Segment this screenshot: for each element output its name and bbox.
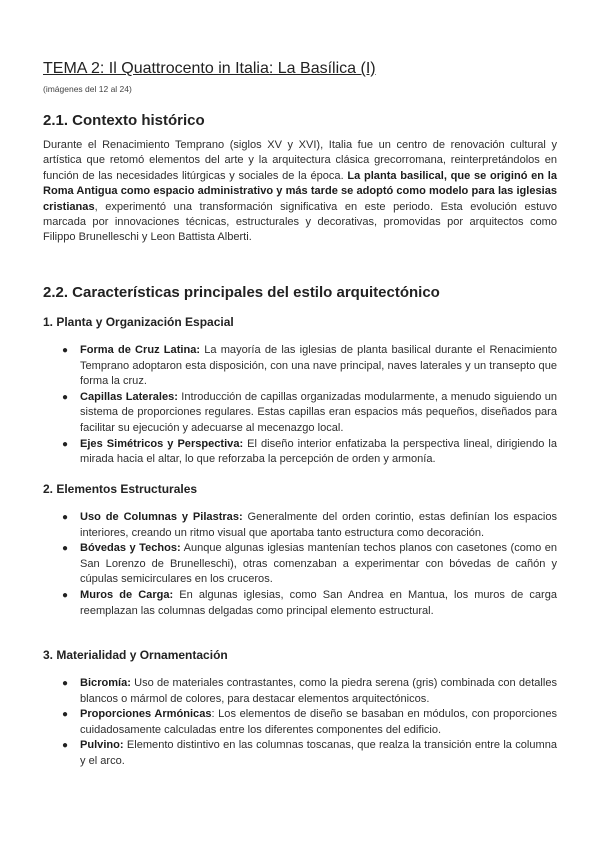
section-heading-context: 2.1. Contexto histórico [43, 112, 205, 129]
list-item-term: Proporciones Armónicas [80, 708, 212, 721]
list-item [62, 390, 557, 437]
planta-list [62, 343, 557, 468]
subsection-heading-estructurales: 2. Elementos Estructurales [43, 482, 198, 496]
list-item-text: En algunas iglesias, como San Andrea en Mantua, los muros de carga reemplazan las columnas delgadas como principal elemento estructural. [80, 588, 557, 617]
bullet-icon: ● [62, 740, 69, 752]
list-item-text: Introducción de capillas organizadas modularmente, a menudo siguiendo un sistema de proporciones regulares. Estas capillas eran espacios más pequeños, diseñados para facilitar su ejecución y adecuarse al mecenazgo local. [80, 390, 557, 434]
list-item [62, 738, 557, 769]
bullet-icon: ● [62, 345, 69, 356]
list-item-term: Capillas Laterales: [80, 390, 178, 403]
context-text-bold: La planta basilical, que se originó en la Roma Antigua como espacio administrativo y más tarde se adoptó como modelo para las iglesias cristianas [43, 169, 557, 213]
list-item-term: Forma de Cruz Latina: [80, 344, 201, 356]
document-title: TEMA 2: Il Quattrocento in Italia: La Basílica (I) [43, 60, 376, 77]
subsection-heading-planta: 1. Planta y Organización Espacial [43, 315, 234, 329]
list-item-text: La mayoría de las iglesias de planta basilical durante el Renacimiento Temprano adoptaron esta disposición, con una nave principal, naves laterales y un transepto que forma la cruz. [80, 344, 557, 388]
list-item-text: Aunque algunas iglesias mantenían techos planos con casetones (como en San Lorenzo de Brunelleschi), otras comenzaban a experimentar con bóvedas de cañón y cúpulas semicirculares en los cruceros. [80, 542, 557, 586]
list-item [62, 588, 557, 619]
list-item-term: Bóvedas y Techos: [80, 542, 181, 555]
bullet-icon: ● [62, 438, 69, 450]
subsection-heading-materialidad: 3. Materialidad y Ornamentación [43, 648, 228, 662]
estructurales-list [62, 510, 557, 619]
context-paragraph [43, 138, 557, 246]
list-item-text: Uso de materiales contrastantes, como la piedra serena (gris) combinada con detalles blancos o mármol de colores, para destacar elementos arquitectónicos. [80, 677, 557, 705]
list-item [62, 541, 557, 588]
list-item [62, 510, 557, 541]
list-item-text: Elemento distintivo en las columnas toscanas, que realza la transición entre la columna y el arco. [80, 739, 557, 767]
bullet-icon: ● [62, 709, 69, 721]
list-item-text: : Los elementos de diseño se basaban en módulos, con proporciones cuidadosamente calculadas entre los diferentes componentes del edificio. [80, 708, 557, 736]
context-text-end: , experimentó una transformación significativa en este periodo. Esta evolución estuvo marcada por innovaciones técnicas, estructurales y decorativas, promovidas por arquitectos como Filippo Brunelleschi y Leon Battista Alberti. [43, 200, 557, 244]
document-subtitle: (imágenes del 12 al 24) [43, 84, 132, 94]
list-item-term: Bicromía: [80, 677, 131, 689]
bullet-icon: ● [62, 391, 69, 403]
list-item [62, 343, 557, 390]
section-heading-characteristics: 2.2. Características principales del estilo arquitectónico [43, 284, 440, 301]
list-item-text: Generalmente del orden corintio, estas definían los espacios interiores, creando un ritmo visual que aportaba tanto estructura como decoración. [80, 511, 557, 539]
list-item-term: Ejes Simétricos y Perspectiva: [80, 437, 244, 450]
bullet-icon: ● [62, 589, 69, 601]
list-item [62, 676, 557, 707]
list-item-text: El diseño interior enfatizaba la perspectiva lineal, dirigiendo la mirada hacia el altar, lo que reforzaba la percepción de orden y armonía. [80, 437, 557, 466]
list-item-term: Pulvino: [80, 739, 124, 752]
context-text-start: Durante el Renacimiento Temprano (siglos XV y XVI), Italia fue un centro de renovación cultural y artística que retomó elementos del arte y la arquitectura clásica grecorromana, reinterpretándolos en función de las necesidades litúrgicas y sociales de la época. [43, 139, 557, 182]
bullet-icon: ● [62, 512, 69, 523]
bullet-icon: ● [62, 678, 69, 689]
list-item-term: Muros de Carga: [80, 588, 174, 601]
materialidad-list [62, 676, 557, 770]
list-item [62, 437, 557, 468]
list-item [62, 707, 557, 738]
bullet-icon: ● [62, 543, 69, 555]
list-item-term: Uso de Columnas y Pilastras: [80, 511, 243, 523]
